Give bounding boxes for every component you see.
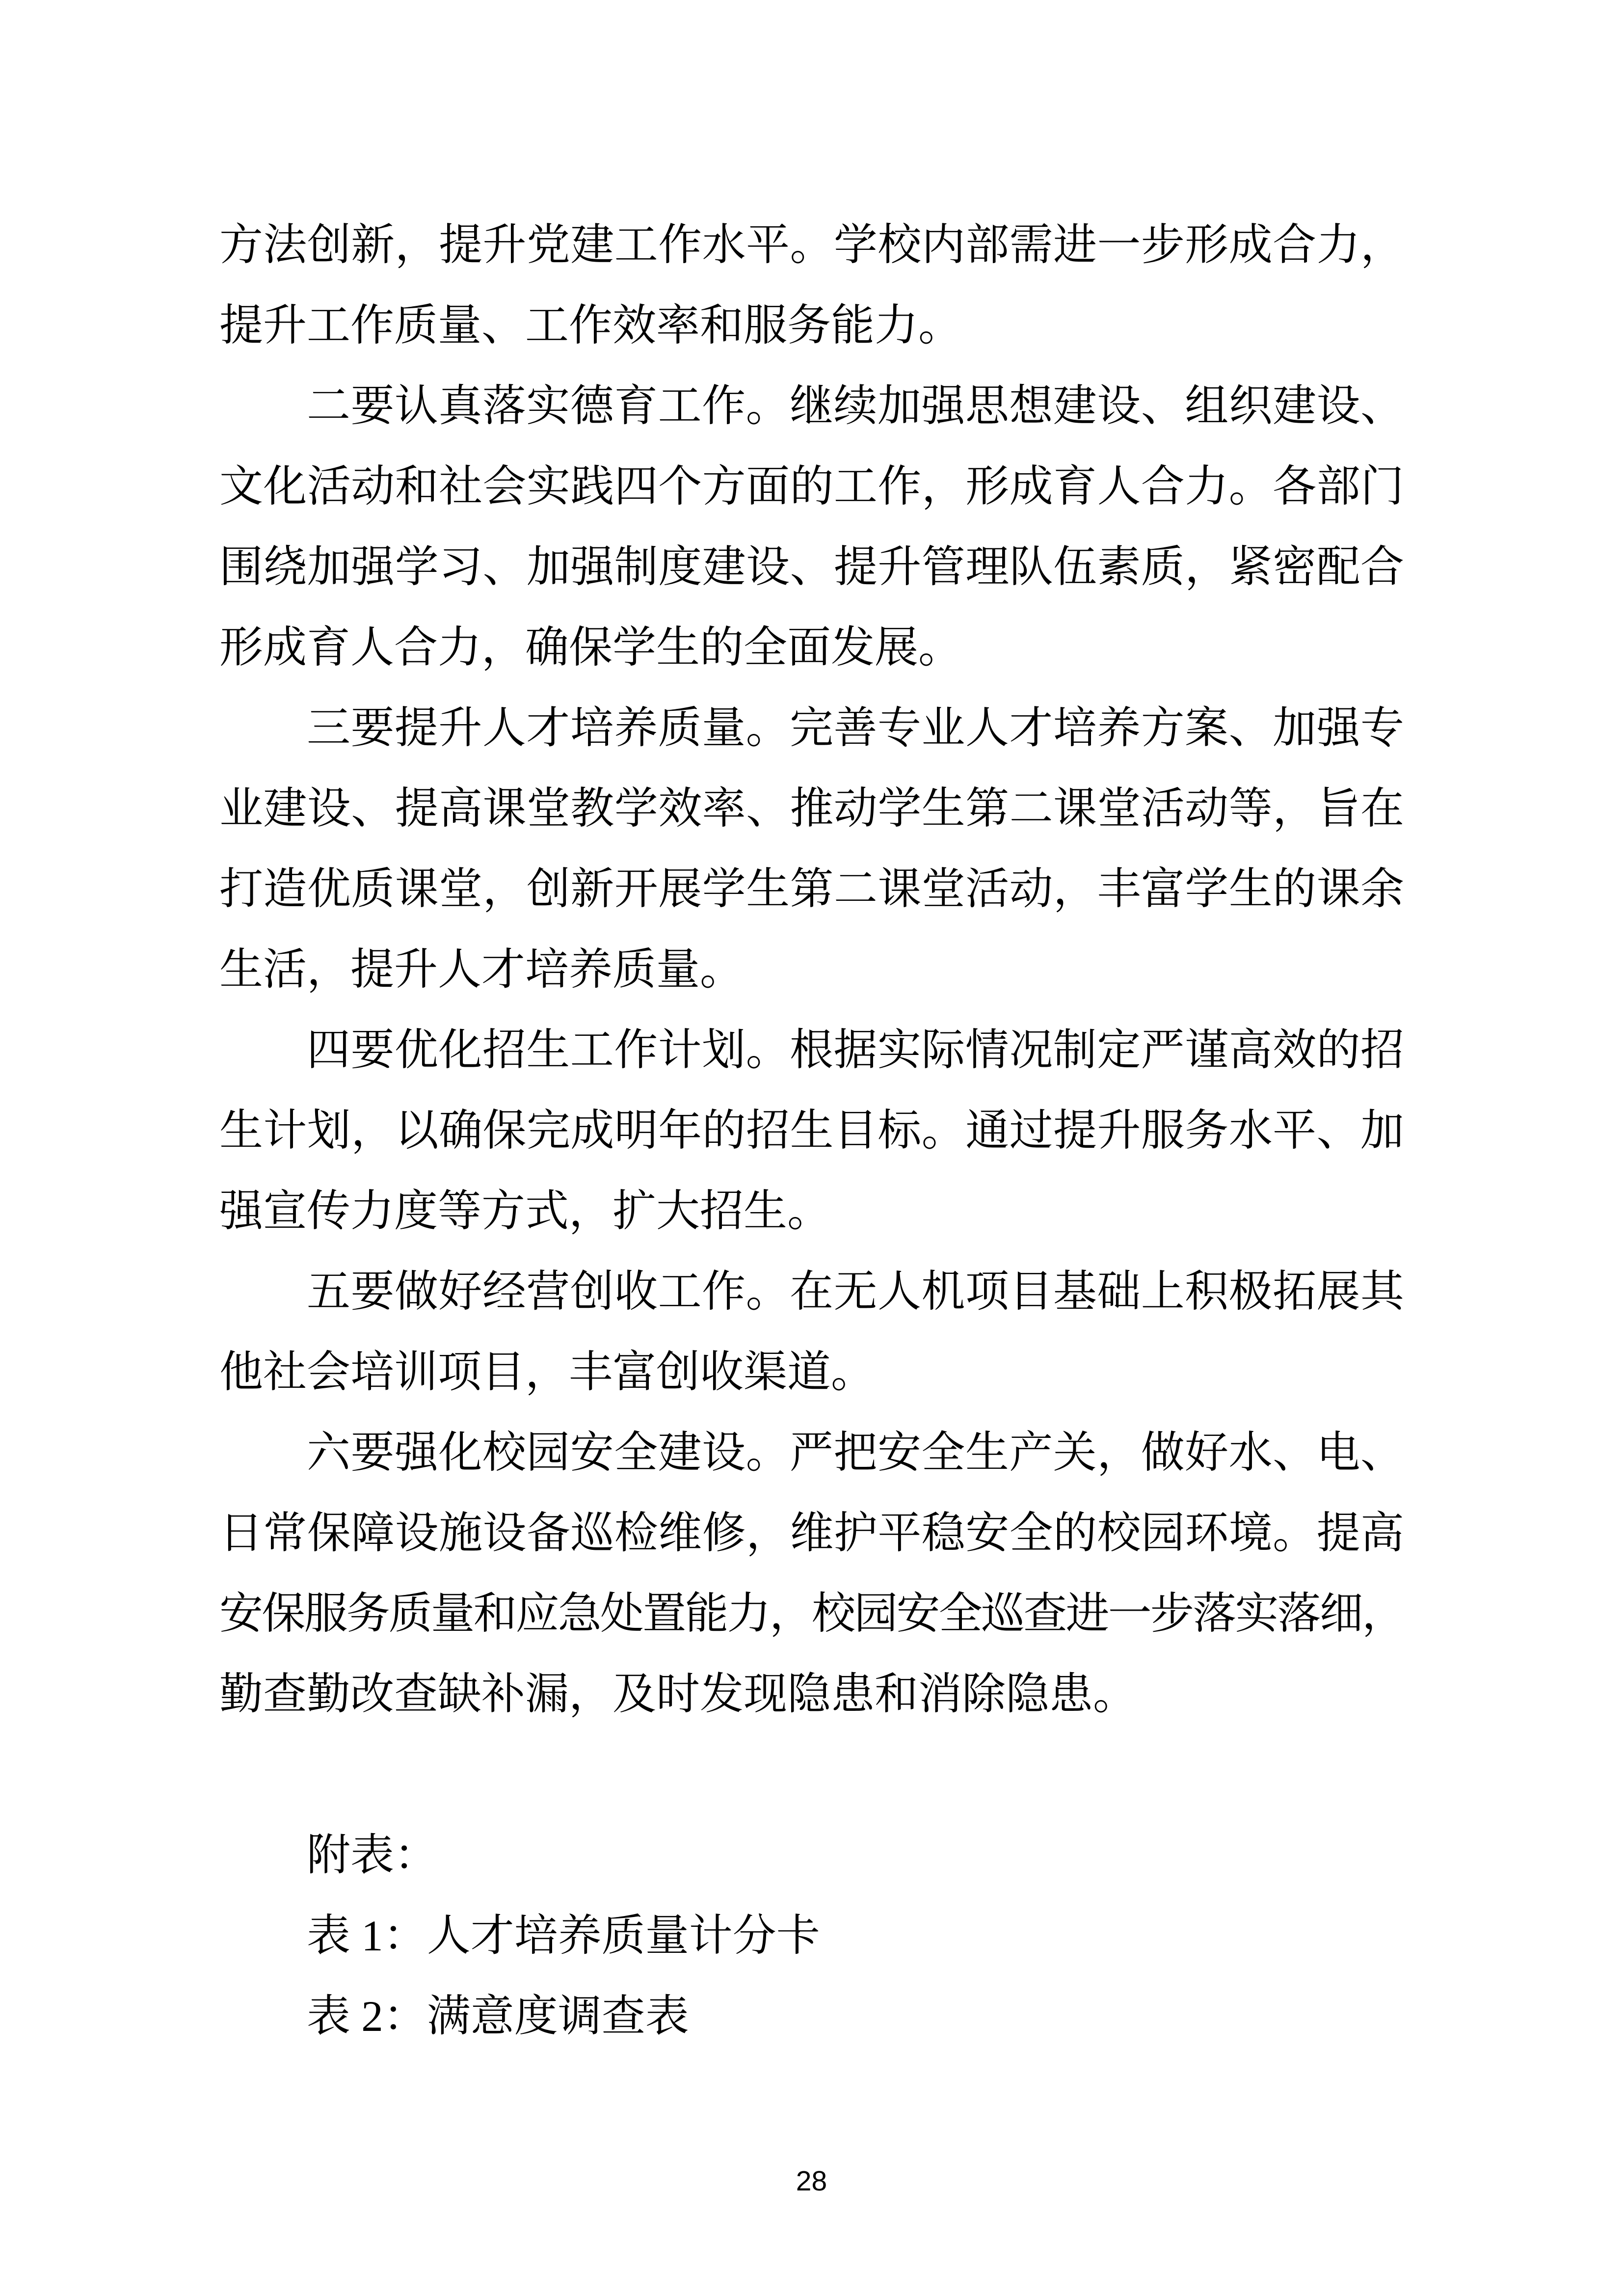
page-number: 28 [796, 2165, 827, 2197]
text-line: 日常保障设施设备巡检维修，维护平稳安全的校园环境。提高 [219, 1510, 1404, 1558]
text-line: 安保服务质量和应急处置能力，校园安全巡查进一步落实落细， [219, 1590, 1404, 1638]
text-line: 五要做好经营创收工作。在无人机项目基础上积极拓展其 [307, 1268, 1404, 1316]
text-line: 生计划，以确保完成明年的招生目标。通过提升服务水平、加 [219, 1107, 1404, 1155]
text-line: 附表： [307, 1832, 438, 1880]
text-line: 二要认真落实德育工作。继续加强思想建设、组织建设、 [307, 382, 1404, 431]
text-line: 表 1：人才培养质量计分卡 [307, 1912, 820, 1960]
text-line: 围绕加强学习、加强制度建设、提升管理队伍素质，紧密配合 [219, 543, 1404, 592]
text-line: 提升工作质量、工作效率和服务能力。 [219, 302, 962, 350]
text-line: 业建设、提高课堂教学效率、推动学生第二课堂活动等，旨在 [219, 785, 1404, 833]
body-text-block [219, 205, 1404, 2057]
text-line: 生活，提升人才培养质量。 [219, 946, 744, 994]
blank-line [219, 1735, 1404, 1815]
text-line: 他社会培训项目，丰富创收渠道。 [219, 1349, 875, 1397]
text-line: 四要优化招生工作计划。根据实际情况制定严谨高效的招 [307, 1026, 1404, 1075]
text-line: 表 2：满意度调查表 [307, 1993, 689, 2041]
text-line: 打造优质课堂，创新开展学生第二课堂活动，丰富学生的课余 [219, 865, 1404, 914]
text-line: 方法创新，提升党建工作水平。学校内部需进一步形成合力， [219, 221, 1404, 270]
text-line: 勤查勤改查缺补漏，及时发现隐患和消除隐患。 [219, 1671, 1137, 1719]
text-line: 文化活动和社会实践四个方面的工作，形成育人合力。各部门 [219, 463, 1404, 511]
text-line: 形成育人合力，确保学生的全面发展。 [219, 624, 962, 672]
text-line: 三要提升人才培养质量。完善专业人才培养方案、加强专 [307, 704, 1404, 753]
text-line: 六要强化校园安全建设。严把安全生产关，做好水、电、 [307, 1429, 1404, 1477]
text-line: 强宣传力度等方式，扩大招生。 [219, 1188, 831, 1236]
